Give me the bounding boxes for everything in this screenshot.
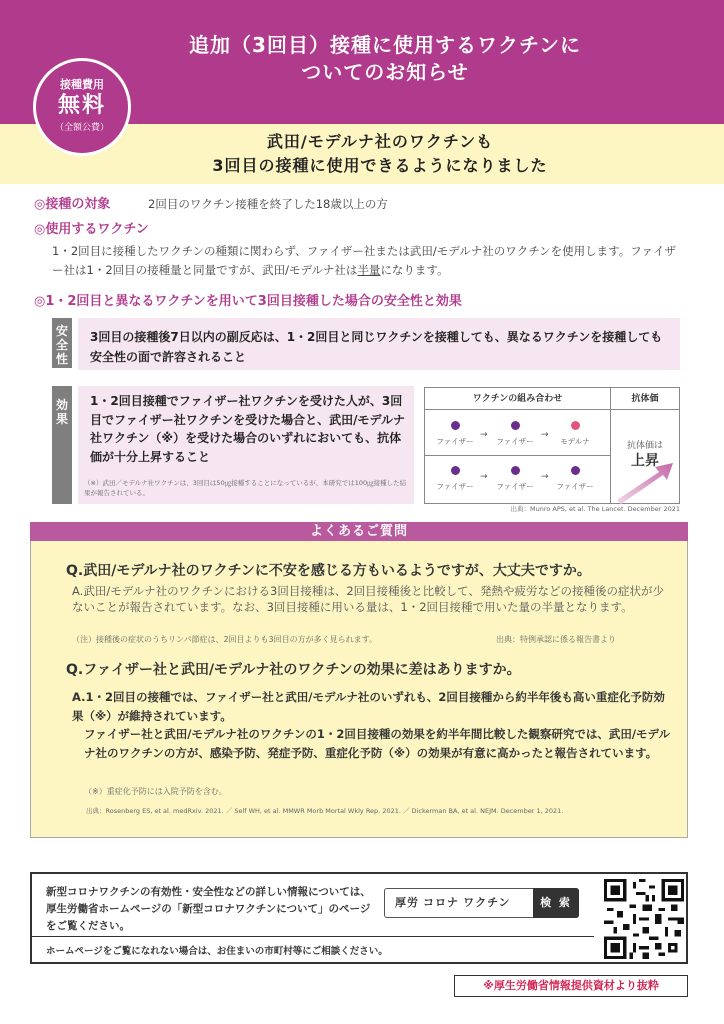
antibody-header: 抗体価 [611, 388, 679, 410]
antibody-result-line2: 上昇 [631, 453, 659, 469]
antibody-result-line1: 抗体価は [626, 441, 663, 451]
combo-row-pfizer [425, 456, 611, 503]
pfizer-dot [511, 466, 520, 475]
faq-references: 出典：Rosenberg ES, et al. medRxiv. 2021. ／ Self WH, et al. MMWR Morb Mortal Wkly Rep. 2021. ／ Dickerman BA, et al. NEJM. December 1, 2021. [86, 807, 564, 815]
arrow-icon: → [480, 430, 488, 440]
page-title: 追加（3回目）接種に使用するワクチンに ついてのお知らせ [189, 33, 581, 84]
arrow-icon: → [541, 430, 549, 440]
dose1-label: ファイザー [436, 437, 474, 446]
faq-answer-2: A.1・2回目の接種では、ファイザー社と武田/モデルナ社のいずれも、2回目接種から約半年後も高い重症化予防効果（※）が維持されています。 ファイザー社と武田/モデルナ社のワクチンの1・2回目接種の効果を約半年間比較した観察研究では、武田/モデルナ社のワクチンの方が、感染予防、発症予防、重症化予防（※）の効果が有意に高かったと報告されています。 [72, 690, 670, 760]
faq-answer-1-note: （注）接種後の症状のうちリンパ節症は、2回目よりも3回目の方が多く見られます。 [72, 635, 377, 644]
vaccine-combination-table [424, 387, 680, 504]
combo-header: ワクチンの組み合わせ [425, 388, 611, 410]
combo-row-moderna [425, 410, 611, 456]
info-divider [32, 936, 594, 937]
effect-text: 1・2回目接種でファイザー社ワクチンを受けた人が、3回目でファイザー社ワクチンを受けた場合と、武田/モデルナ社ワクチン（※）を受けた場合のいずれにおいても、抗体価が十分上昇すること [90, 394, 405, 464]
dose1-label: ファイザー [436, 482, 474, 491]
vaccine-use-heading: ◎使用するワクチン [34, 222, 149, 237]
search-input[interactable] [385, 889, 533, 917]
antibody-result [611, 410, 679, 503]
pfizer-dot [451, 466, 460, 475]
dose2-label: ファイザー [496, 482, 534, 491]
pfizer-dot [511, 421, 520, 430]
info-bottom-text: ホームページをご覧になれない場合は、お住まいの市町村等にご相談ください。 [46, 946, 388, 957]
arrow-icon: → [541, 472, 549, 482]
search-button[interactable]: 検 索 [533, 888, 579, 918]
vaccine-use-text: 1・2回目に接種したワクチンの種類に関わらず、ファイザー社または武田/モデルナ社のワクチンを使用します。ファイザー社は1・2回目の接種量と同量ですが、武田/モデルナ社は半量になります。 [52, 244, 676, 277]
faq-heading: よくあるご質問 [30, 522, 688, 541]
safety-effect-heading: ◎1・2回目と異なるワクチンを用いて3回目接種した場合の安全性と効果 [34, 294, 462, 309]
pfizer-dot [571, 466, 580, 475]
arrow-icon: → [480, 472, 488, 482]
table-source: 出典：Munro APS, et al. The Lancet. December 2021 [510, 505, 680, 513]
qr-code-icon[interactable] [604, 879, 684, 959]
faq-answer-1-source: 出典：特例承認に係る報告書より [496, 635, 616, 644]
target-heading: ◎接種の対象 [34, 197, 111, 212]
faq-question-1: Q.武田/モデルナ社のワクチンに不安を感じる方もいるようですが、大丈夫ですか。 [66, 563, 591, 579]
faq-answer-1: A.武田/モデルナ社のワクチンにおける3回目接種は、2回目接種後と比較して、発熱や疲労などの接種後の症状が少ないことが報告されています。なお、3回目接種に用いる量は、1・2回目接種で用いた量の半量となります。 [72, 584, 664, 614]
dose3-label: ファイザー [556, 482, 594, 491]
target-text: 2回目のワクチン接種を終了した18歳以上の方 [148, 197, 388, 211]
info-box [30, 872, 688, 964]
info-text: 新型コロナワクチンの有効性・安全性などの詳しい情報については、厚生労働省ホームページの「新型コロナワクチンについて」のページをご覧ください。 [46, 886, 371, 932]
search-box [384, 888, 579, 918]
moderna-dot [571, 421, 580, 430]
faq-answer-2-note: （※）重症化予防には入院予防を含む。 [84, 787, 227, 796]
effect-tab: 効果 [52, 386, 72, 504]
pfizer-dot [451, 421, 460, 430]
safety-tab: 安全性 [52, 318, 72, 368]
source-extract-note: ※厚生労働省情報提供資材より抜粋 [454, 975, 688, 997]
effect-note: （※）武田／モデルナ社ワクチンは、3回目は50㎍接種することになっているが、本研究では100㎍接種した結果が報告されている。 [84, 479, 407, 497]
safety-text: 3回目の接種後7日以内の副反応は、1・2回目と同じワクチンを接種しても、異なるワクチンを接種しても安全性の面で許容されること [90, 330, 663, 364]
free-badge: 接種費用 無料 （全額公費） [33, 58, 131, 156]
dose3-label: モデルナ [560, 437, 590, 446]
faq-question-2: Q.ファイザー社と武田/モデルナ社のワクチンの効果に差はありますか。 [66, 662, 521, 678]
announcement-text: 武田/モデルナ社のワクチンも 3回目の接種に使用できるようになりました [212, 132, 548, 175]
dose2-label: ファイザー [496, 437, 534, 446]
